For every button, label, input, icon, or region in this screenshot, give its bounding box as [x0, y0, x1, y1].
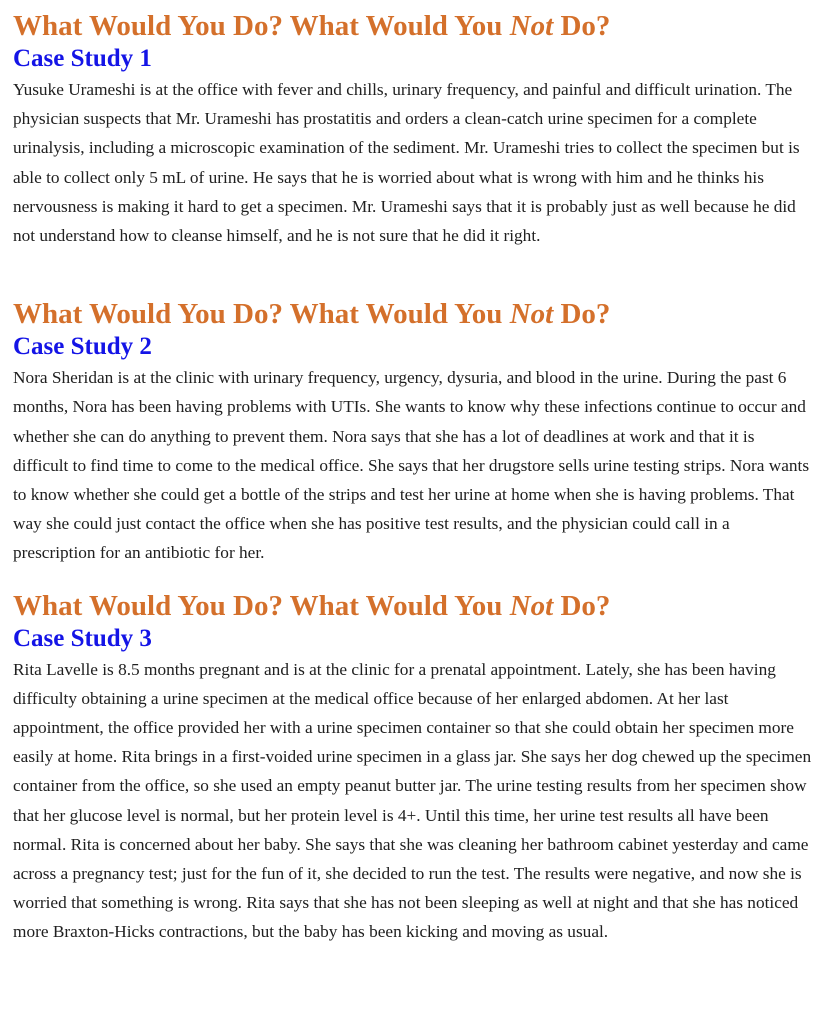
heading-italic-text: Not	[509, 298, 554, 331]
case-study-body: Yusuke Urameshi is at the office with fever and chills, urinary frequency, and painful and difficult urination. The physician suspects that Mr. Urameshi has prostatitis and orders a clean-catch urine specimen for a complete urinalysis, including a microscopic examination of the sediment. Mr. Urameshi tries to collect the specimen but is able to collect only 5 mL of urine. He says that he is worried about what is wrong with him and he thinks his nervousness is making it hard to get a specimen. Mr. Urameshi says that it is probably just as well because he did not understand how to cleanse himself, and he is not sure that he did it right.	[13, 80, 800, 246]
section-heading	[13, 590, 814, 623]
heading-text: What Would You Do? What Would You	[13, 589, 510, 622]
case-study-title: Case Study 3	[13, 624, 152, 652]
heading-italic-text: Not	[509, 589, 554, 622]
heading-text-end: Do?	[553, 10, 611, 42]
heading-text-end: Do?	[553, 298, 611, 331]
case-study-title: Case Study 1	[13, 45, 152, 72]
case-study-section-3	[13, 590, 814, 947]
section-heading	[13, 10, 814, 43]
case-study-body: Nora Sheridan is at the clinic with urinary frequency, urgency, dysuria, and blood in the urine. During the past 6 months, Nora has been having problems with UTIs. She wants to know why these infections continue to occur and whether she can do anything to prevent them. Nora says that she has a lot of deadlines at work and that it is difficult to find time to come to the medical office. She says that her drugstore sells urine testing strips. Nora wants to know whether she could get a bottle of the strips and test her urine at home when she is having problems. That way she could just contact the office when she has positive test results, and the physician could call in a prescription for an antibiotic for her.	[13, 368, 810, 563]
heading-text: What Would You Do? What Would You	[13, 10, 510, 42]
case-study-title: Case Study 2	[13, 333, 152, 361]
case-study-section-2	[13, 298, 814, 567]
heading-text-end: Do?	[553, 589, 611, 622]
case-study-body: Rita Lavelle is 8.5 months pregnant and is at the clinic for a prenatal appointment. Lately, she has been having difficulty obtaining a urine specimen at the medical office because of her enlarged abdomen. At her last appointment, the office provided her with a urine specimen container so that she could obtain her specimen more easily at home. Rita brings in a first-voided urine specimen in a glass jar. She says her dog chewed up the specimen container from the office, so she used an empty peanut butter jar. The urine testing results from her specimen show that her glucose level is normal, but her protein level is 4+. Until this time, her urine test results all have been normal. Rita is concerned about her baby. She says that she was cleaning her bathroom cabinet yesterday and came across a pregnancy test; just for the fun of it, she decided to run the test. The results were negative, and now she is worried that something is wrong. Rita says that she has not been sleeping as well at night and that she has noticed more Braxton-Hicks contractions, but the baby has been kicking and moving as usual.	[13, 659, 812, 942]
heading-italic-text: Not	[509, 10, 554, 42]
section-heading	[13, 298, 814, 331]
case-study-section-1	[13, 10, 814, 250]
heading-text: What Would You Do? What Would You	[13, 298, 510, 331]
